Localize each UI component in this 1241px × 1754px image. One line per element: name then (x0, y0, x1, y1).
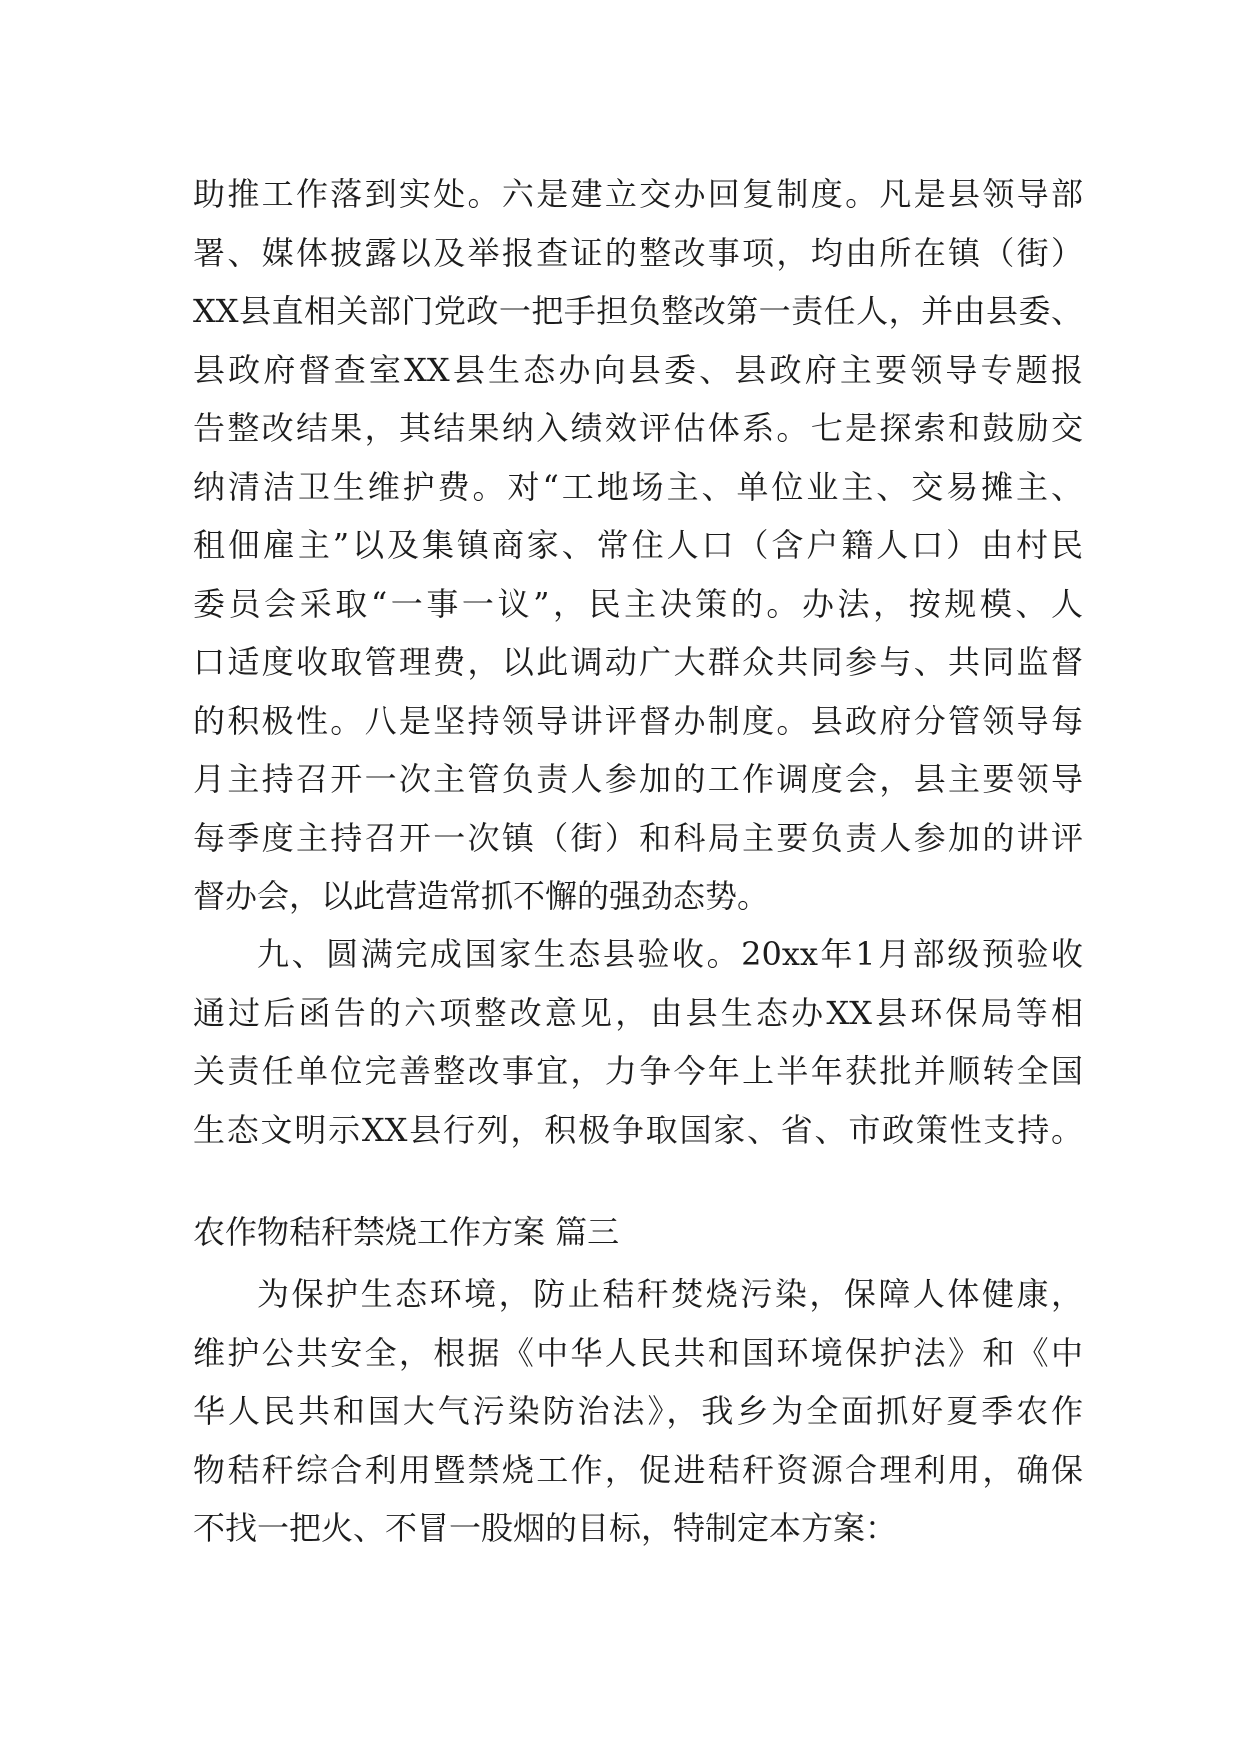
text-line: 通过后函告的六项整改意见，由县生态办XX县环保局等相 (193, 993, 1083, 1032)
text-line: 华人民共和国大气污染防治法》，我乡为全面抓好夏季农作 (193, 1392, 1083, 1430)
text-line: 委员会采取“一事一议”，民主决策的。办法，按规模、人 (193, 584, 1083, 623)
paragraph-body-2 (193, 925, 1083, 1159)
text-line: 助推工作落到实处。六是建立交办回复制度。凡是县领导部 (193, 175, 1083, 213)
text-line: 月主持召开一次主管负责人参加的工作调度会，县主要领导 (193, 760, 1083, 798)
text-line: 督办会，以此营造常抓不懈的强劲态势。 (193, 877, 770, 915)
text-line: 口适度收取管理费，以此调动广大群众共同参与、共同监督 (193, 643, 1083, 681)
text-line: 不找一把火、不冒一股烟的目标，特制定本方案： (193, 1509, 898, 1547)
text-line: 为保护生态环境，防止秸秆焚烧污染，保障人体健康， (257, 1275, 1083, 1313)
text-line: 租佃雇主”以及集镇商家、常住人口（含户籍人口）由村民 (193, 526, 1083, 564)
text-line: 县政府督查室XX县生态办向县委、县政府主要领导专题报 (193, 350, 1083, 389)
text-line: 署、媒体披露以及举报查证的整改事项，均由所在镇（街） (193, 233, 1083, 272)
text-line: 物秸秆综合利用暨禁烧工作，促进秸秆资源合理利用，确保 (193, 1450, 1083, 1489)
text-line: 纳清洁卫生维护费。对“工地场主、单位业主、交易摊主、 (193, 467, 1083, 506)
text-line: XX县直相关部门党政一把手担负整改第一责任人，并由县委、 (193, 292, 1083, 330)
text-line: 关责任单位完善整改事宜，力争今年上半年获批并顺转全国 (193, 1052, 1083, 1090)
section-heading: 农作物秸秆禁烧工作方案 篇三 (193, 1213, 620, 1251)
text-line: 九、圆满完成国家生态县验收。20xx年1月部级预验收 (257, 935, 1083, 973)
paragraph-body-1 (193, 165, 1083, 926)
text-line: 维护公共安全，根据《中华人民共和国环境保护法》和《中 (193, 1333, 1083, 1372)
text-line: 生态文明示XX县行列，积极争取国家、省、市政策性支持。 (193, 1110, 1083, 1149)
text-line: 的积极性。八是坚持领导讲评督办制度。县政府分管领导每 (193, 701, 1083, 740)
text-line: 告整改结果，其结果纳入绩效评估体系。七是探索和鼓励交 (193, 409, 1083, 447)
text-line: 每季度主持召开一次镇（街）和科局主要负责人参加的讲评 (193, 818, 1083, 857)
paragraph-body-3 (193, 1265, 1083, 1558)
